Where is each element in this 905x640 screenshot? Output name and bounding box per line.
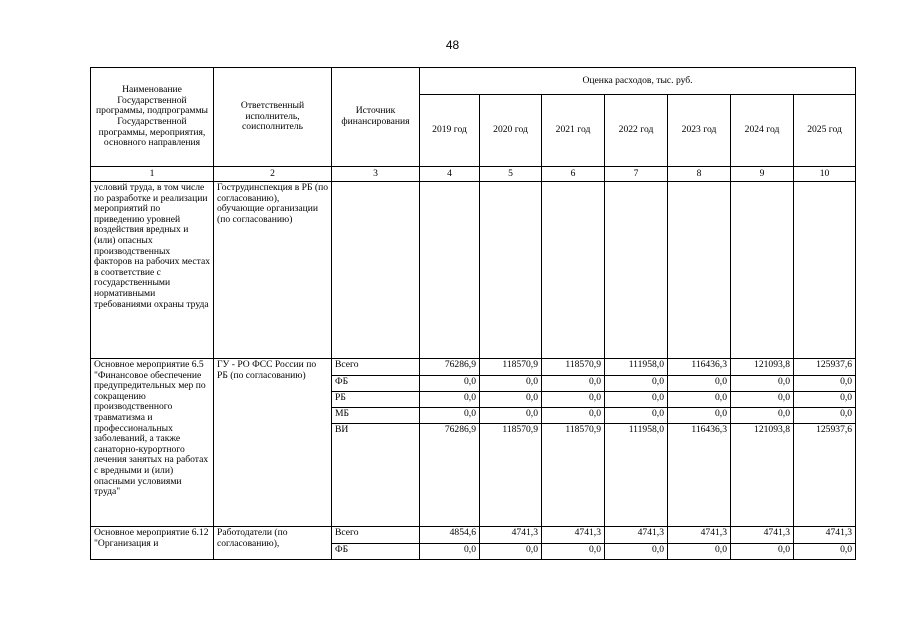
column-number: 3 — [332, 167, 420, 182]
funding-source: Всего — [332, 359, 420, 376]
amount-cell: 0,0 — [794, 376, 856, 392]
amount-cell: 76286,9 — [420, 359, 480, 376]
amount-cell: 0,0 — [605, 376, 668, 392]
column-number: 4 — [420, 167, 480, 182]
amount-cell: 0,0 — [480, 408, 542, 424]
amount-cell: 0,0 — [480, 392, 542, 408]
column-number: 7 — [605, 167, 668, 182]
amount-cell: 125937,6 — [794, 359, 856, 376]
amount-cell: 0,0 — [480, 376, 542, 392]
budget-table — [90, 67, 856, 560]
year-header: 2020 год — [480, 95, 542, 167]
amount-cell: 0,0 — [420, 544, 480, 560]
amount-cell: 4741,3 — [668, 527, 731, 544]
amount-cell: 0,0 — [420, 376, 480, 392]
amount-cell: 121093,8 — [731, 424, 794, 527]
year-header: 2024 год — [731, 95, 794, 167]
amount-cell: 111958,0 — [605, 359, 668, 376]
amount-cell: 116436,3 — [668, 359, 731, 376]
event-name: условий труда, в том числе по разработке и реализации мероприятий по приведению уровней воздействия вредных и (или) опасных производственных факторов на рабочих местах в соответствие с государственными нормативными требованиями охраны труда — [91, 182, 214, 359]
amount-cell: 4741,3 — [542, 527, 605, 544]
amount-cell: 0,0 — [542, 376, 605, 392]
year-header: 2021 год — [542, 95, 605, 167]
page-number: 48 — [445, 38, 460, 52]
header-name: Наименование Государственной программы, подпрограммы Государственной программы, мероприятия, основного направления — [91, 68, 214, 167]
column-number: 6 — [542, 167, 605, 182]
amount-cell: 0,0 — [542, 544, 605, 560]
event-name: Основное мероприятие 6.12 "Организация и — [91, 527, 214, 560]
amount-cell: 0,0 — [668, 392, 731, 408]
year-header: 2019 год — [420, 95, 480, 167]
amount-cell: 0,0 — [480, 544, 542, 560]
header-estimate: Оценка расходов, тыс. руб. — [420, 68, 856, 95]
header-source: Источник финансирования — [332, 68, 420, 167]
column-number: 5 — [480, 167, 542, 182]
year-header: 2022 год — [605, 95, 668, 167]
amount-cell: 0,0 — [420, 392, 480, 408]
amount-cell: 0,0 — [668, 376, 731, 392]
amount-cell: 0,0 — [794, 408, 856, 424]
amount-cell: 0,0 — [731, 408, 794, 424]
amount-cell: 4741,3 — [605, 527, 668, 544]
event-executor: Гострудинспекция в РБ (по согласованию), обучающие организации (по согласованию) — [214, 182, 332, 359]
column-number: 1 — [91, 167, 214, 182]
amount-cell: 118570,9 — [542, 424, 605, 527]
event-executor: Работодатели (по согласованию), — [214, 527, 332, 560]
amount-cell: 118570,9 — [480, 359, 542, 376]
funding-source: ФБ — [332, 544, 420, 560]
funding-source: РБ — [332, 392, 420, 408]
funding-source: ВИ — [332, 424, 420, 527]
funding-source: Всего — [332, 527, 420, 544]
amount-cell: 0,0 — [794, 392, 856, 408]
table-row — [91, 359, 856, 376]
header-executor: Ответственный исполнитель, соисполнитель — [214, 68, 332, 167]
amount-cell: 121093,8 — [731, 359, 794, 376]
amount-cell: 116436,3 — [668, 424, 731, 527]
amount-cell: 0,0 — [605, 544, 668, 560]
column-number-row — [91, 167, 856, 182]
funding-source: ФБ — [332, 376, 420, 392]
amount-cell: 118570,9 — [480, 424, 542, 527]
event-executor: ГУ - РО ФСС России по РБ (по согласованию) — [214, 359, 332, 527]
event-name: Основное мероприятие 6.5 "Финансовое обеспечение предупредительных мер по сокращению производственного травматизма и профессиональных заболеваний, а также санаторно-курортного лечения занятых на работах с вредными и (или) опасными условиями труда" — [91, 359, 214, 527]
amount-cell: 118570,9 — [542, 359, 605, 376]
amount-cell: 0,0 — [420, 408, 480, 424]
amount-cell: 76286,9 — [420, 424, 480, 527]
column-number: 8 — [668, 167, 731, 182]
amount-cell: 0,0 — [605, 408, 668, 424]
table-row — [91, 527, 856, 544]
column-number: 10 — [794, 167, 856, 182]
amount-cell: 4741,3 — [480, 527, 542, 544]
amount-cell: 0,0 — [605, 392, 668, 408]
amount-cell: 111958,0 — [605, 424, 668, 527]
amount-cell: 0,0 — [794, 544, 856, 560]
amount-cell: 4741,3 — [794, 527, 856, 544]
funding-source: МБ — [332, 408, 420, 424]
amount-cell: 0,0 — [731, 544, 794, 560]
amount-cell: 125937,6 — [794, 424, 856, 527]
amount-cell: 0,0 — [668, 544, 731, 560]
amount-cell: 0,0 — [542, 408, 605, 424]
column-number: 2 — [214, 167, 332, 182]
year-header: 2025 год — [794, 95, 856, 167]
amount-cell: 0,0 — [731, 392, 794, 408]
amount-cell: 0,0 — [668, 408, 731, 424]
amount-cell: 4741,3 — [731, 527, 794, 544]
column-number: 9 — [731, 167, 794, 182]
table-row — [91, 182, 856, 359]
year-header: 2023 год — [668, 95, 731, 167]
amount-cell: 4854,6 — [420, 527, 480, 544]
amount-cell: 0,0 — [542, 392, 605, 408]
amount-cell: 0,0 — [731, 376, 794, 392]
